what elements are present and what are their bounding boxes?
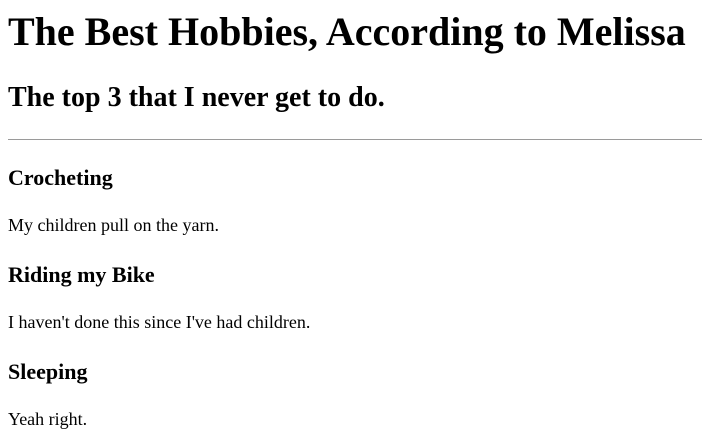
page-subtitle: The top 3 that I never get to do. xyxy=(8,82,385,113)
hobby-title-sleeping: Sleeping xyxy=(8,359,88,384)
hobby-note-riding-my-bike: I haven't done this since I've had children. xyxy=(8,312,311,332)
page-title: The Best Hobbies, According to Melissa xyxy=(8,9,686,54)
hobby-title-crocheting: Crocheting xyxy=(8,165,113,190)
divider xyxy=(8,139,702,140)
hobby-note-crocheting: My children pull on the yarn. xyxy=(8,215,219,235)
hobby-title-riding-my-bike: Riding my Bike xyxy=(8,262,155,287)
hobby-note-sleeping: Yeah right. xyxy=(8,409,88,429)
